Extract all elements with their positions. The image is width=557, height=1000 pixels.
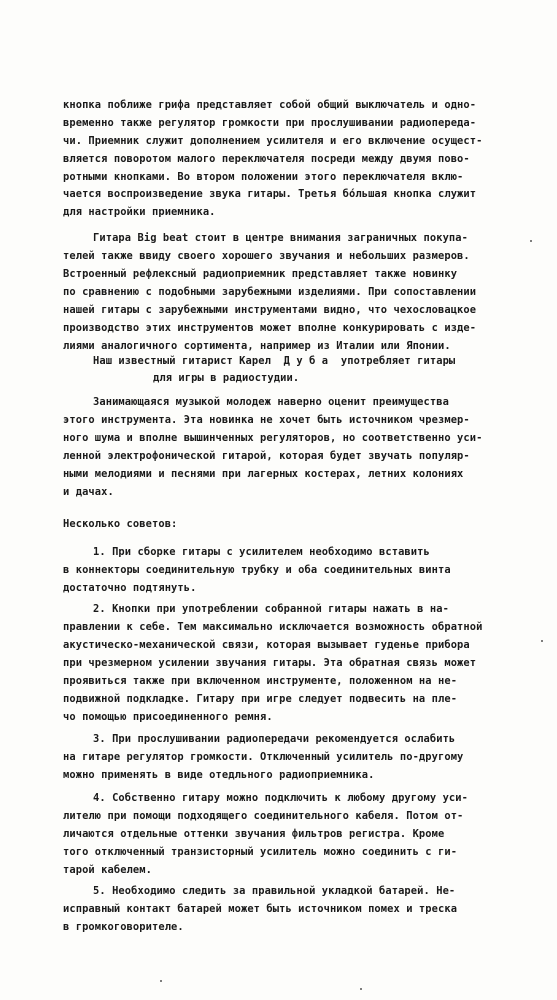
paper-speck bbox=[541, 640, 543, 642]
paragraph-2-line: нашей гитары с зарубежными инструментами видно, что чехословацкое bbox=[63, 304, 477, 316]
advice-2-line: при чрезмерном усилении звучания гитары. Эта обратная связь может bbox=[63, 657, 477, 669]
paragraph-1-line: чается воспроизведение звука гитары. Третья бо́льшая кнопка служит bbox=[63, 188, 477, 200]
advice-2-line: правлении к себе. Тем максимально исключается возможность обратной bbox=[63, 621, 483, 633]
advice-4-line: личаются отдельные оттенки звучания фильтров регистра. Кроме bbox=[63, 828, 445, 840]
paragraph-1-line: чи. Приемник служит дополнением усилителя и его включение осущест- bbox=[63, 135, 483, 147]
paragraph-4-line: ными мелодиями и песнями при лагерных костерах, летних колониях bbox=[63, 468, 464, 480]
advice-2-line: чо помощью присоединенного ремня. bbox=[63, 711, 273, 723]
caption-line: Наш известный гитарист Карел Д у б а употребляет гитары bbox=[93, 355, 456, 367]
paragraph-2-line: Встроенный рефлексный радиоприемник представляет также новинку bbox=[63, 268, 458, 280]
paragraph-4-line: ленной электрофонической гитарой, которая будет звучать популяр- bbox=[63, 450, 470, 462]
paragraph-1-line: вляется поворотом малого переключателя посреди между двумя пово- bbox=[63, 153, 470, 165]
paragraph-1-line: кнопка поближе грифа представляет собой общий выключатель и одно- bbox=[63, 99, 477, 111]
advice-1-line: 1. При сборке гитары с усилителем необходимо вставить bbox=[93, 546, 430, 558]
paper-speck bbox=[160, 980, 162, 982]
paragraph-2-line: по сравнению с подобными зарубежными изделиями. При сопоставлении bbox=[63, 286, 477, 298]
advice-5-line: в громкоговорителе. bbox=[63, 921, 184, 933]
paragraph-1-line: ротными кнопками. Во втором положении этого переключателя вклю- bbox=[63, 171, 464, 183]
caption-line: для игры в радиостудии. bbox=[153, 372, 300, 384]
paper-speck bbox=[530, 240, 532, 242]
paragraph-1-line: временно также регулятор громкости при прослушивании радиопереда- bbox=[63, 117, 477, 129]
paper-speck bbox=[360, 988, 362, 990]
advice-4-line: 4. Собственно гитару можно подключить к любому другому уси- bbox=[93, 792, 468, 804]
advice-3-line: можно применять в виде отедльного радиоприемника. bbox=[63, 769, 375, 781]
paragraph-1-line: для настройки приемника. bbox=[63, 206, 216, 218]
advice-2-line: проявиться также при включенном инструменте, положенном на не- bbox=[63, 675, 458, 687]
paragraph-2-line: телей также ввиду своего хорошего звучания и небольших размеров. bbox=[63, 250, 470, 262]
advice-1-line: достаточно подтянуть. bbox=[63, 582, 197, 594]
advice-5-line: исправный контакт батарей может быть источником помех и треска bbox=[63, 903, 458, 915]
advice-1-line: в коннекторы соединительную трубку и оба соединительных винта bbox=[63, 564, 451, 576]
advice-2-line: подвижной подкладке. Гитару при игре следует подвесить на пле- bbox=[63, 693, 458, 705]
advice-2-line: 2. Кнопки при употреблении собранной гитары нажать в на- bbox=[93, 603, 449, 615]
paragraph-4-line: этого инструмента. Эта новинка не хочет быть источником чрезмер- bbox=[63, 414, 470, 426]
advice-4-line: лителю при помощи подходящего соединительного кабеля. Потом от- bbox=[63, 810, 464, 822]
paragraph-4-line: Занимающаяся музыкой молодеж наверно оценит преимущества bbox=[93, 396, 449, 408]
paragraph-2-line: Гитара Big beat стоит в центре внимания заграничных покупа- bbox=[93, 232, 468, 244]
advice-3-line: на гитаре регулятор громкости. Отключенный усилитель по-другому bbox=[63, 751, 464, 763]
paragraph-4-line: и дачах. bbox=[63, 486, 114, 498]
advice-3-line: 3. При прослушивании радиопередачи рекомендуется ослабить bbox=[93, 733, 456, 745]
advice-5-line: 5. Необходимо следить за правильной укладкой батарей. Не- bbox=[93, 885, 456, 897]
advice-4-line: тарой кабелем. bbox=[63, 864, 152, 876]
paragraph-2-line: лиями аналогичного сортимента, например из Италии или Японии. bbox=[63, 340, 451, 352]
paragraph-2-line: производство этих инструментов может вполне конкурировать с изде- bbox=[63, 322, 477, 334]
advice-heading: Несколько советов: bbox=[63, 518, 178, 530]
paragraph-4-line: ного шума и вполне вышинченных регуляторов, но соответственно уси- bbox=[63, 432, 483, 444]
advice-4-line: того отключенный транзисторный усилитель можно соединить с ги- bbox=[63, 846, 458, 858]
advice-2-line: акустическо-механической связи, которая вызывает гуденье прибора bbox=[63, 639, 470, 651]
